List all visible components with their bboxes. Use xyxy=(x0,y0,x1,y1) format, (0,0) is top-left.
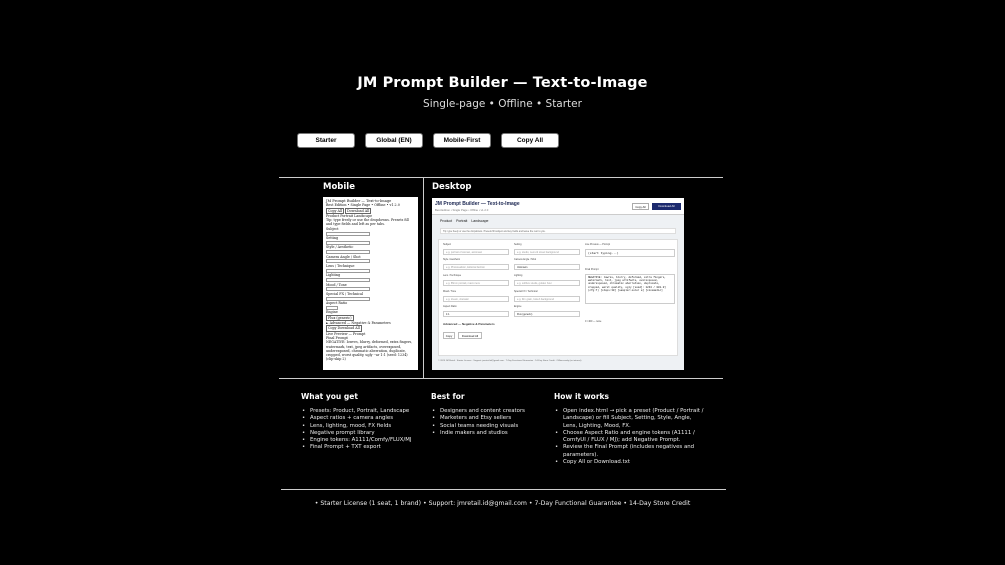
mobile-input[interactable] xyxy=(326,232,370,236)
tab-product[interactable]: Product xyxy=(440,219,453,223)
mobile-preview-title: JM Prompt Builder — Text-to-Image xyxy=(326,199,392,203)
mobile-input[interactable] xyxy=(326,278,370,282)
best-for-list xyxy=(432,408,547,437)
final-prompt-label: Final Prompt xyxy=(585,268,599,271)
divider-middle xyxy=(279,378,723,379)
desktop-footer: © 2025 JM Retail · Starter License · Support: jmretail.id@gmail.com · 7-Day Functional Guarantee · 14-Day Store Credit · Offline-ready (no internet) xyxy=(438,360,582,362)
mobile-input[interactable] xyxy=(326,241,370,245)
desktop-preview xyxy=(432,198,684,370)
mobile-live-label: Live Preview — Prompt xyxy=(326,331,366,336)
advanced-toggle[interactable]: Advanced — Negative & Parameters xyxy=(443,322,495,326)
mobile-field-label: Subject xyxy=(326,226,339,231)
lighting-input[interactable]: e.g. softbox studio, golden hour xyxy=(514,280,580,286)
engine-select[interactable]: Flux (generic) xyxy=(514,311,580,317)
field-label-aspect: Aspect Ratio xyxy=(443,305,457,308)
live-preview-box: (start typing...) xyxy=(585,249,675,257)
badge-row xyxy=(297,133,559,148)
mobile-field-label: Engine xyxy=(326,310,338,315)
field-label-camera: Camera Angle / Shot xyxy=(514,258,537,261)
desktop-preview-title: JM Prompt Builder — Text-to-Image xyxy=(435,201,520,207)
list-item: • Aspect ratios + camera angles xyxy=(302,415,422,422)
field-label-style: Style / Aesthetic xyxy=(443,258,461,261)
mobile-field-label: Style / Aesthetic xyxy=(326,245,354,250)
mobile-preview-subtitle: Best Edition • Single Page • Offline • v1.2.0 xyxy=(326,203,400,208)
mobile-preview xyxy=(323,197,418,370)
license-footer: • Starter License (1 seat, 1 brand) • Support: jmretail.id@gmail.com • 7-Day Functional Guarantee • 14-Day Store Credit xyxy=(314,500,691,507)
copy-all-button[interactable]: Copy All xyxy=(501,133,559,148)
final-prompt-box[interactable]: NEGATIVE: lowres, blurry, deformed, extra fingers, watermark, text, jpeg artifacts, overexposed, underexposed, chromatic aberration, duplicate, cropped, worst quality, ugly [seed]: 1234 / 001.0] (cfg:7) [steps:30] [sampler:euler a] [cinematic] xyxy=(585,274,675,304)
field-label-subject: Subject xyxy=(443,243,451,246)
mobile-field-label: Lens / Technique xyxy=(326,263,355,268)
desktop-header xyxy=(432,198,684,215)
desktop-copy-button[interactable]: Copy xyxy=(443,332,455,339)
list-item: • Lens, lighting, mood, FX fields xyxy=(302,423,422,430)
global-en-button[interactable]: Global (EN) xyxy=(365,133,423,148)
list-item: • Final Prompt + TXT export xyxy=(302,444,422,451)
mobile-engine-select[interactable]: Flux (generic) xyxy=(328,315,352,320)
list-item: • Indie makers and studios xyxy=(432,430,547,437)
mobile-input[interactable] xyxy=(326,259,370,263)
mobile-field-label: Setting xyxy=(326,236,339,241)
field-label-setting: Setting xyxy=(514,243,522,246)
desktop-copy-all-button[interactable]: Copy All xyxy=(632,203,649,210)
mobile-input[interactable] xyxy=(326,297,370,301)
section-heading-how-it-works: How it works xyxy=(554,392,609,401)
list-item: • Negative prompt library xyxy=(302,430,422,437)
page-title: JM Prompt Builder — Text-to-Image xyxy=(357,75,648,91)
divider-bottom xyxy=(281,489,726,490)
mobile-field-label: Aspect Ratio xyxy=(326,301,348,306)
mobile-final-text: NEGATIVE: lowres, blurry, deformed, extra fingers, watermark, text, jpeg artifacts, overexposed, underexposed, chromatic aberration, duplicate, cropped, worst quality, ugly --ar 1:1 (seed: 1234) (clip-skip 2) xyxy=(326,340,413,362)
field-label-lens: Lens / Technique xyxy=(443,274,462,277)
mobile-field-label: Mood / Tone xyxy=(326,282,347,287)
mobile-input[interactable] xyxy=(326,269,370,273)
page-subtitle: Single-page • Offline • Starter xyxy=(423,98,582,110)
desktop-tabs xyxy=(440,219,488,223)
desktop-label: Desktop xyxy=(432,182,472,192)
tab-portrait[interactable]: Portrait xyxy=(456,219,468,223)
mobile-final-label: Final Prompt xyxy=(326,335,348,340)
desktop-download-all-button[interactable]: Download All xyxy=(652,203,681,210)
mobile-field-label: Camera Angle / Shot xyxy=(326,254,361,259)
mobile-field-label: Lighting xyxy=(326,273,341,278)
mobile-input[interactable] xyxy=(326,287,370,291)
mobile-download-chip[interactable]: Download All xyxy=(347,208,370,213)
live-preview-label: Live Preview — Prompt xyxy=(585,243,610,246)
aspect-select[interactable]: 1:1 xyxy=(443,311,509,317)
mobile-copy-chip[interactable]: Copy All xyxy=(328,208,343,213)
section-heading-what-you-get: What you get xyxy=(301,392,358,401)
list-item: • Open index.html → pick a preset (Product / Portrait / Landscape) or fill Subject, Setting, Style, Angle, Lens, Lighting, Mood, FX. xyxy=(555,408,705,430)
mobile-first-button[interactable]: Mobile-First xyxy=(433,133,491,148)
list-item: • Choose Aspect Ratio and engine tokens (A1111 / ComfyUI / FLUX / MJ); add Negative Prompt. xyxy=(555,430,705,445)
list-item: • Engine tokens: A1111/Comfy/FLUX/MJ xyxy=(302,437,422,444)
char-counter: 0 / 400 — none xyxy=(585,320,602,323)
mobile-input[interactable] xyxy=(326,306,338,310)
list-item: • Copy All or Download.txt xyxy=(555,459,705,466)
mobile-hint: Tip: type freely or use the dropdowns. Presets fill and type fields and left as per tabs. xyxy=(326,218,409,227)
fx-input[interactable]: e.g. film grain, bokeh background xyxy=(514,296,580,302)
list-item: • Social teams needing visuals xyxy=(432,423,547,430)
tab-landscape[interactable]: Landscape xyxy=(471,219,489,223)
mobile-tabs[interactable]: Product Portrait Landscape xyxy=(326,213,373,218)
section-heading-best-for: Best for xyxy=(431,392,465,401)
list-item: • Presets: Product, Portrait, Landscape xyxy=(302,408,422,415)
mobile-label: Mobile xyxy=(323,182,355,192)
subject-input[interactable]: e.g. portrait of woman, astronaut xyxy=(443,249,509,255)
list-item: • Review the Final Prompt (includes negatives and parameters). xyxy=(555,444,705,459)
field-label-mood: Mood / Tone xyxy=(443,290,457,293)
setting-input[interactable]: e.g. studio, neon-lit street background xyxy=(514,249,580,255)
camera-select[interactable]: Unknown xyxy=(514,264,580,270)
desktop-preview-subtitle: Best Edition • Single Page • Offline • v1.2.0 xyxy=(435,208,489,212)
mobile-input[interactable] xyxy=(326,250,370,254)
desktop-form-card xyxy=(438,239,678,356)
mobile-field-label: Special FX / Technical xyxy=(326,291,364,296)
divider-vertical xyxy=(423,178,424,378)
mobile-advanced-toggle[interactable]: ► Advanced — Negative & Parameters xyxy=(326,321,391,326)
desktop-download-button[interactable]: Download All xyxy=(458,332,482,339)
what-you-get-list xyxy=(302,408,422,452)
list-item: • Marketers and Etsy sellers xyxy=(432,415,547,422)
desktop-tip: Tip: type freely or use the dropdowns. Presets fill subject and key fields and leave the rest to you. xyxy=(440,228,676,234)
lens-input[interactable]: e.g. 85mm portrait, macro lens xyxy=(443,280,509,286)
style-input[interactable]: e.g. Photorealistic, Editorial fashion xyxy=(443,264,509,270)
starter-button[interactable]: Starter xyxy=(297,133,355,148)
field-label-lighting: Lighting xyxy=(514,274,523,277)
field-label-fx: Special FX / Technical xyxy=(514,290,538,293)
divider-top xyxy=(279,177,723,178)
mood-input[interactable]: e.g. dream, dramatic xyxy=(443,296,509,302)
how-it-works-list xyxy=(555,408,705,466)
list-item: • Designers and content creators xyxy=(432,408,547,415)
field-label-engine: Engine xyxy=(514,305,522,308)
mobile-copy-row[interactable]: Copy Download All xyxy=(328,326,360,331)
